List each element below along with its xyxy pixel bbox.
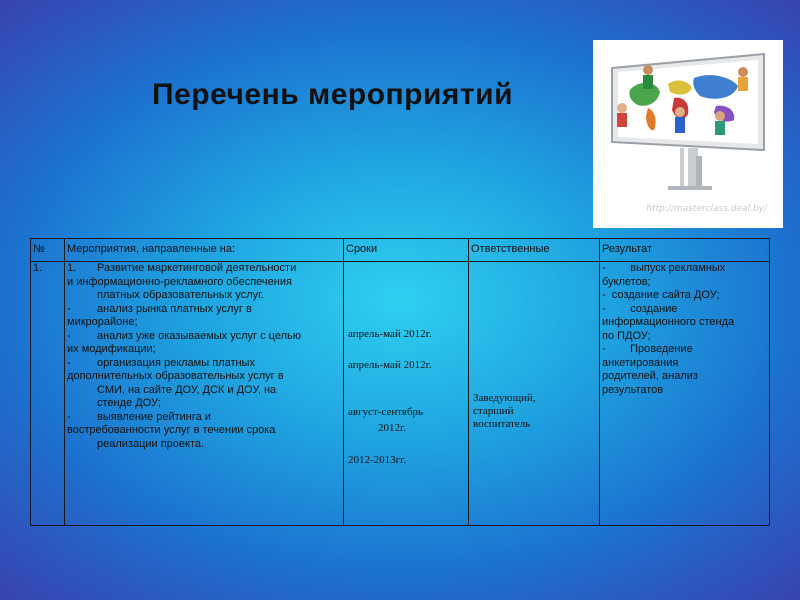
header-responsible: Ответственные (469, 239, 600, 262)
result-line: - создание сайта ДОУ; (602, 289, 720, 301)
image-watermark: http://masterclass.deal.by/ (646, 204, 767, 214)
responsible-line: воспитатель (473, 418, 531, 430)
result-line: результатов (602, 383, 664, 396)
table-row (31, 262, 770, 526)
responsible-text (473, 392, 536, 431)
activity-line (67, 438, 341, 452)
activity-text: реализации проекта. (97, 437, 205, 450)
result-line: родителей, анализ (602, 370, 698, 382)
header-result: Результат (600, 239, 770, 262)
result-line: информационного стенда (602, 316, 735, 328)
activity-text: платных образовательных услуг. (97, 289, 264, 301)
row-number: 1. (31, 262, 65, 526)
terms-cell (344, 262, 469, 526)
result-line: анкетирования (602, 356, 679, 369)
result-line: буклетов; (602, 275, 651, 288)
activity-line (67, 262, 341, 276)
activity-line (67, 411, 341, 425)
table-header-row (31, 239, 770, 262)
activity-line (67, 289, 341, 303)
activity-text: выявление рейтинга и (97, 410, 211, 423)
result-line: - Проведение (602, 343, 693, 355)
activity-text: организация рекламы платных (97, 356, 255, 369)
responsible-cell (469, 262, 600, 526)
term-item: август-сентябрь (348, 406, 424, 418)
slide-title: Перечень мероприятий (152, 78, 514, 111)
term-item: апрель-май 2012г. (348, 328, 432, 340)
term-item: 2012-2013гг. (348, 454, 407, 466)
result-line: - создание (602, 302, 678, 315)
activity-line (67, 357, 341, 371)
activity-marker: - (67, 356, 71, 369)
activity-text: их модификации; (67, 343, 156, 355)
responsible-line: старший (473, 405, 514, 417)
activities-cell (65, 262, 344, 526)
activity-text: микрорайоне; (67, 316, 138, 328)
activity-line (67, 343, 341, 357)
activity-text: СМИ, на сайте ДОУ, ДСК и ДОУ, на (97, 383, 277, 396)
billboard-illustration (608, 50, 768, 190)
activity-line (67, 397, 341, 411)
activity-line (67, 276, 341, 290)
header-number: № (31, 239, 65, 262)
header-terms: Сроки (344, 239, 469, 262)
billboard-image (593, 40, 783, 228)
term-item: 2012г. (378, 422, 407, 434)
activity-text: анализ уже оказываемых услуг с целью (97, 329, 301, 342)
responsible-line: Заведующий, (473, 392, 536, 404)
activity-marker: - (67, 329, 71, 342)
activities-table (30, 238, 770, 526)
activity-line (67, 384, 341, 398)
activity-text: анализ рынка платных услуг в (97, 302, 252, 315)
activity-text: Развитие маркетинговой деятельности (97, 262, 297, 274)
activity-marker: 1. (67, 262, 77, 274)
activity-line (67, 424, 341, 438)
result-line: по ПДОУ; (602, 329, 651, 342)
results-cell (600, 262, 770, 526)
header-activities: Мероприятия, направленные на: (65, 239, 344, 262)
term-item: апрель-май 2012г. (348, 359, 432, 371)
activity-text: востребованности услуг в течении срока (67, 424, 276, 436)
activity-marker: - (67, 302, 71, 315)
activity-marker: - (67, 410, 71, 423)
activity-text: и информационно-рекламного обеспечения (67, 275, 292, 288)
activity-line (67, 316, 341, 330)
activity-line (67, 370, 341, 384)
result-line: - выпуск рекламных (602, 262, 726, 274)
activity-text: стенде ДОУ; (97, 397, 161, 409)
activity-line (67, 303, 341, 317)
activity-line (67, 330, 341, 344)
activity-text: дополнительных образовательных услуг в (67, 370, 284, 382)
